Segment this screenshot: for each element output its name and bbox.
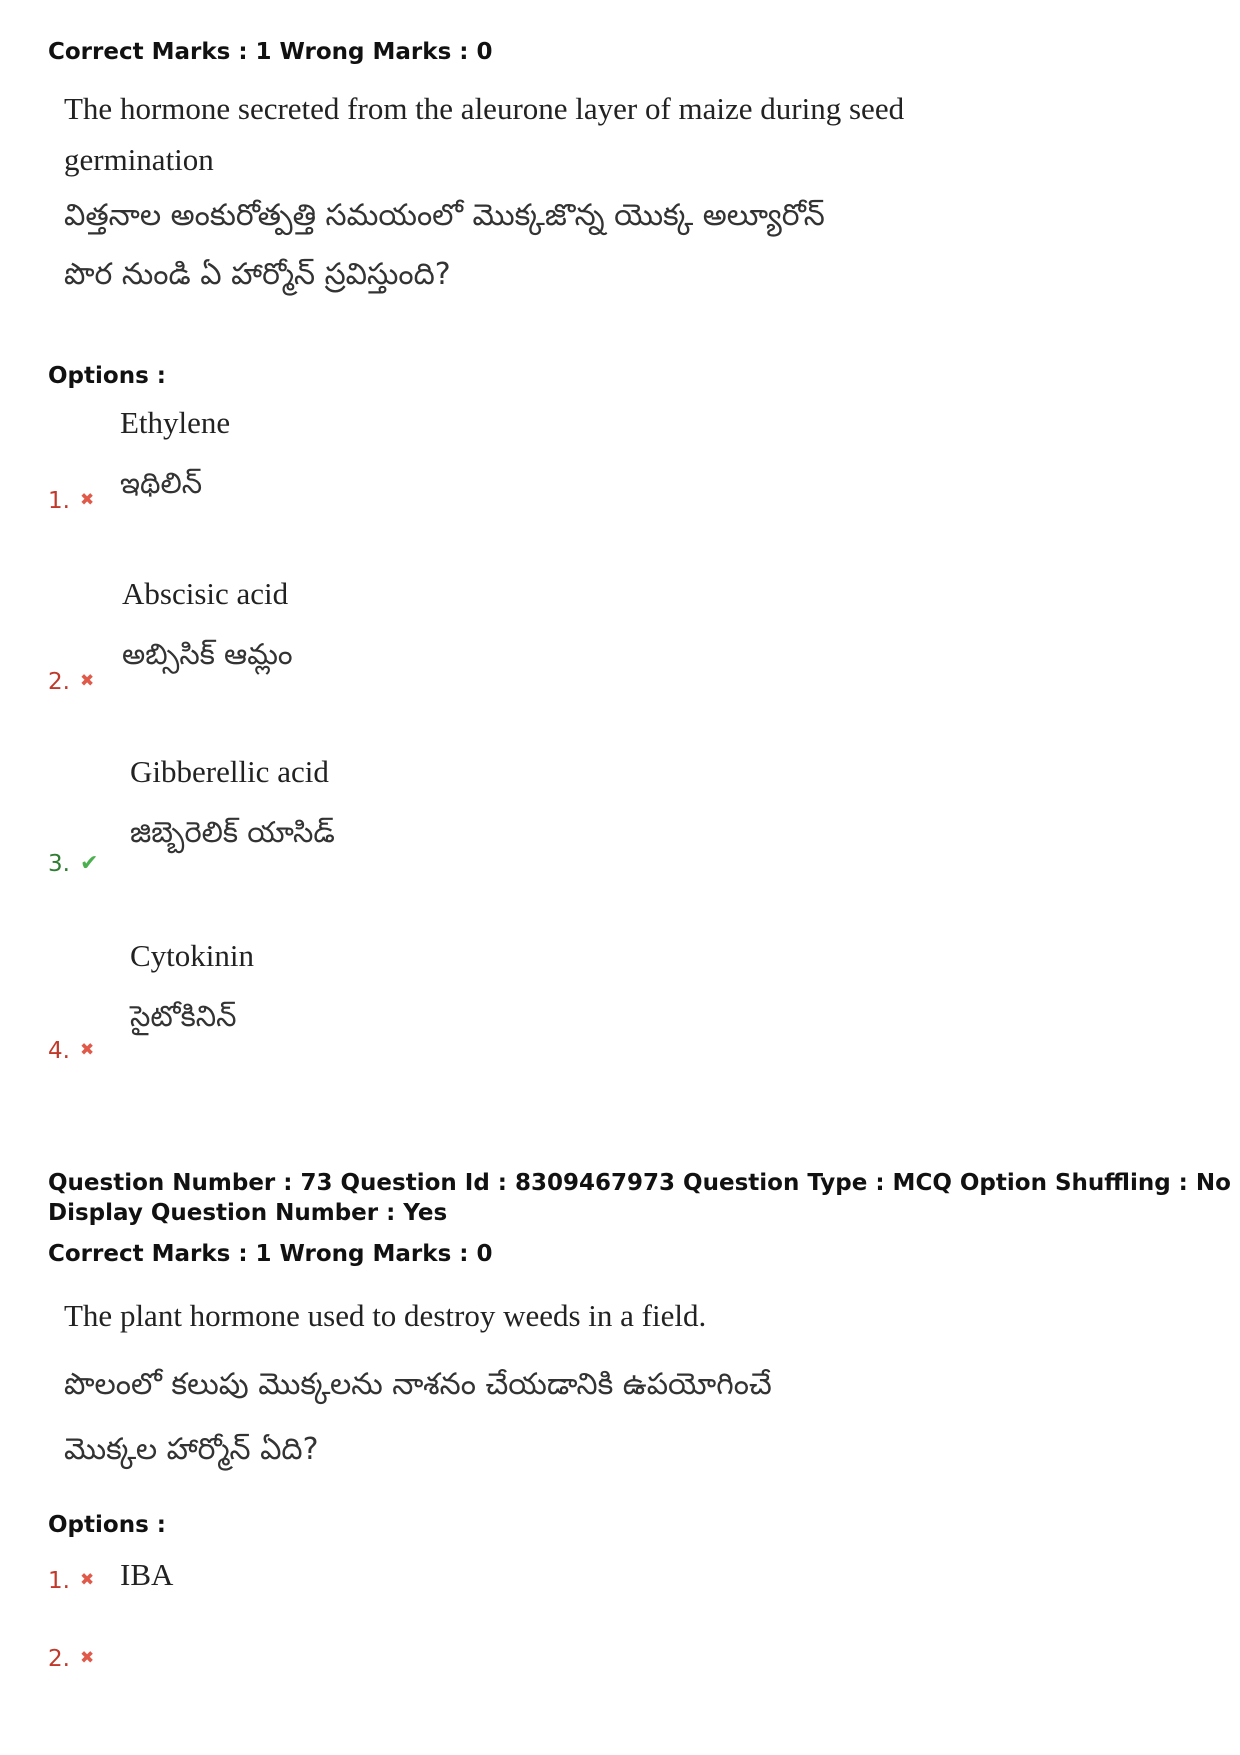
question-text-te-line-2: పొర నుండి ఏ హార్మోన్ స్రవిస్తుంది? (64, 257, 451, 292)
question-text-en-line-1: The plant hormone used to destroy weeds in a field. (64, 1298, 707, 1333)
cross-icon: ✖ (79, 671, 95, 691)
question-meta-line-1: Question Number : 73 Question Id : 8309467973 Question Type : MCQ Option Shuffling : No (48, 1170, 1231, 1196)
option-1-text-en: Ethylene (120, 405, 231, 440)
options-label-q72: Options : (48, 363, 166, 389)
question-meta-line-2: Display Question Number : Yes (48, 1200, 448, 1226)
option-4-text-te: సైటోకినిన్ (130, 999, 237, 1033)
option-3-text-en: Gibberellic acid (130, 754, 329, 789)
option-2-text-te: అబ్సిసిక్ ఆమ్లం (122, 637, 293, 671)
option-4-text-en: Cytokinin (130, 938, 255, 973)
option-2-text-en: Abscisic acid (122, 576, 289, 611)
cross-icon: ✖ (79, 1570, 95, 1590)
question-text-en-line-1: The hormone secreted from the aleurone layer of maize during seed (64, 91, 905, 126)
options-label-q73: Options : (48, 1512, 166, 1538)
question-text-en-line-2: germination (64, 142, 214, 177)
cross-icon: ✖ (79, 1648, 95, 1668)
correct-marks-q73: Correct Marks : 1 Wrong Marks : 0 (48, 1241, 493, 1267)
option-4-number: 4. ✖ (48, 1035, 94, 1066)
option-2-number: 2. ✖ (48, 666, 94, 697)
option-1-number: 1. ✖ (48, 1565, 94, 1596)
option-1-number: 1. ✖ (48, 485, 94, 516)
check-icon: ✔ (79, 851, 99, 876)
option-2-number: 2. ✖ (48, 1643, 94, 1674)
option-1-text-te: ఇథిలిన్ (120, 466, 203, 500)
cross-icon: ✖ (79, 1040, 95, 1060)
option-3-text-te: జిబ్బెరెలిక్ యాసిడ్ (130, 815, 335, 849)
option-1-text-en: IBA (120, 1557, 174, 1592)
question-text-te-line-1: విత్తనాల అంకురోత్పత్తి సమయంలో మొక్కజొన్న యొక్క అల్యూరోన్ (64, 198, 825, 233)
option-3-number: 3. ✔ (48, 851, 99, 877)
cross-icon: ✖ (79, 490, 95, 510)
question-text-te-line-1: పొలంలో కలుపు మొక్కలను నాశనం చేయడానికి ఉపయోగించే (64, 1367, 772, 1402)
correct-marks-q72: Correct Marks : 1 Wrong Marks : 0 (48, 39, 493, 65)
question-text-te-line-2: మొక్కల హార్మోన్ ఏది? (64, 1432, 319, 1467)
